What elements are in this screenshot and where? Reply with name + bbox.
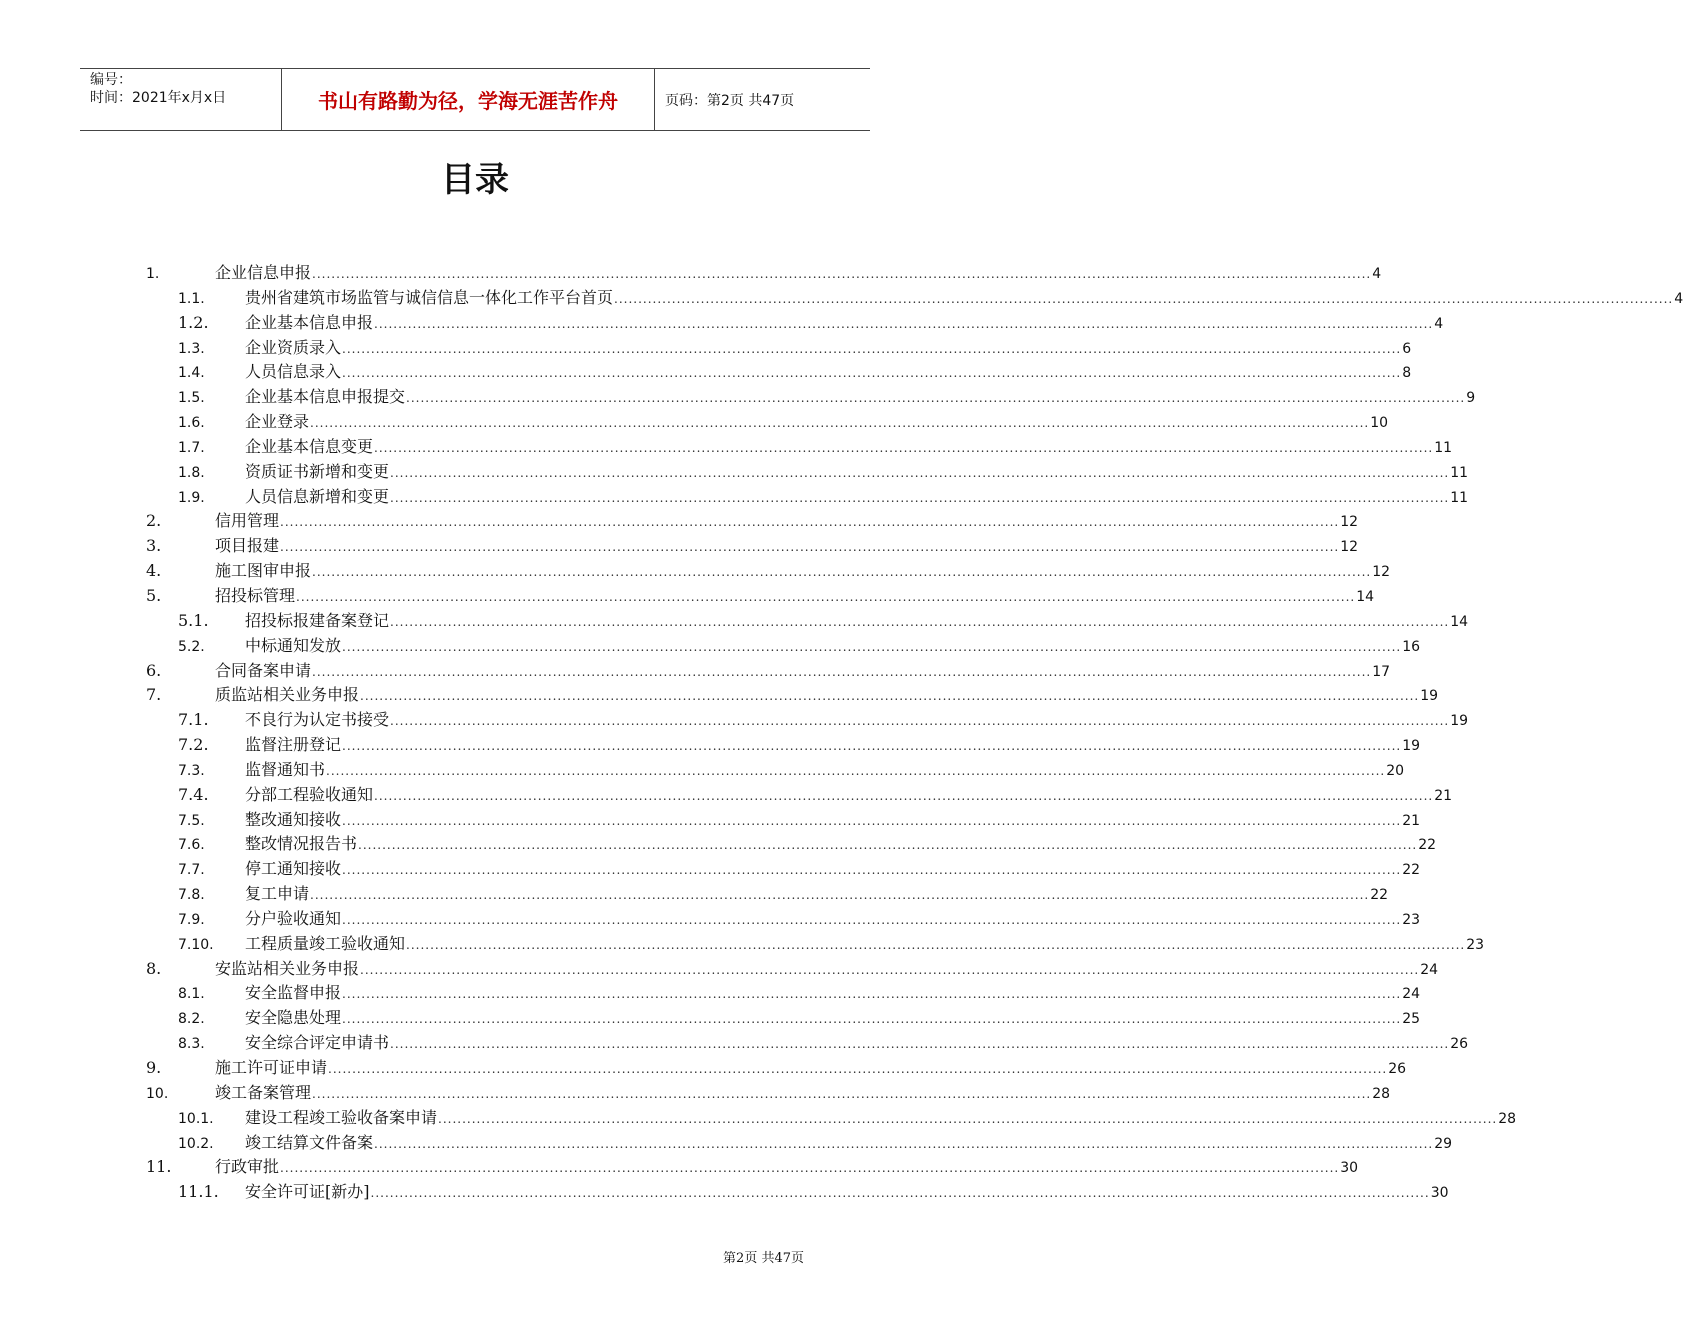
- toc-entry[interactable]: [143, 508, 1359, 533]
- toc-entry[interactable]: [143, 881, 1389, 906]
- toc-entry-page: 25: [1402, 1011, 1421, 1028]
- header-meta: [80, 69, 282, 130]
- toc-entry-title: 招投标管理: [215, 585, 296, 605]
- toc-entry-page: 4: [1434, 315, 1444, 332]
- toc-entry-page: 4: [1372, 266, 1382, 282]
- time-label: 时间：2021年x月x日: [90, 90, 227, 106]
- toc-entry-page: 24: [1420, 961, 1439, 978]
- toc-entry-title: 建设工程竣工验收备案申请: [245, 1107, 438, 1127]
- header-page-info: 页码：第2页 共47页: [665, 92, 795, 109]
- toc-entry[interactable]: [143, 384, 1476, 409]
- toc-entry-title: 企业资质录入: [245, 337, 342, 357]
- toc-dot-leader: ............................................................................................................................................................................................................................: [360, 689, 1420, 704]
- toc-entry-title: 安监站相关业务申报: [215, 958, 360, 978]
- toc-entry-number: 1.1.: [178, 290, 205, 307]
- toc-entry-title: 停工通知接收: [245, 859, 342, 879]
- toc-dot-leader: ............................................................................................................................................................................................................................: [358, 838, 1418, 853]
- toc-dot-leader: ............................................................................................................................................................................................................................: [390, 714, 1450, 729]
- toc-entry-title: 复工申请: [245, 884, 310, 904]
- toc-entry-title: 监督注册登记: [245, 735, 342, 755]
- toc-entry-page: 19: [1450, 713, 1469, 730]
- toc-entry[interactable]: [143, 1080, 1391, 1105]
- toc-entry-title: 安全监督申报: [245, 983, 342, 1003]
- toc-entry-title: 安全隐患处理: [245, 1008, 342, 1028]
- toc-entry[interactable]: [143, 732, 1421, 757]
- toc-entry-title: 监督通知书: [245, 759, 326, 779]
- toc-entry-title: 整改情况报告书: [245, 834, 358, 854]
- toc-entry[interactable]: [143, 1130, 1453, 1155]
- toc-entry-title: 企业基本信息申报提交: [245, 387, 406, 407]
- toc-entry[interactable]: [143, 285, 1683, 310]
- toc-dot-leader: ............................................................................................................................................................................................................................: [328, 1062, 1388, 1076]
- toc-entry[interactable]: [143, 260, 1382, 285]
- toc-entry-number: 8.3.: [178, 1036, 205, 1053]
- toc-dot-leader: ............................................................................................................................................................................................................................: [342, 987, 1402, 1002]
- toc-entry-title: 贵州省建筑市场监管与诚信信息一体化工作平台首页: [245, 287, 614, 307]
- toc-entry-page: 17: [1372, 663, 1391, 680]
- table-of-contents: [143, 260, 1683, 1204]
- toc-entry-title: 人员信息录入: [245, 362, 342, 382]
- toc-entry-number: 7.: [146, 685, 162, 705]
- toc-entry-page: 8: [1402, 365, 1412, 382]
- toc-entry-page: 21: [1434, 787, 1453, 804]
- toc-dot-leader: ............................................................................................................................................................................................................................: [614, 291, 1674, 306]
- toc-entry-page: 6: [1402, 340, 1412, 357]
- toc-entry[interactable]: [143, 831, 1437, 856]
- toc-entry-title: 分户验收通知: [245, 908, 342, 928]
- toc-dot-leader: ............................................................................................................................................................................................................................: [312, 664, 1372, 679]
- toc-entry-page: 20: [1386, 762, 1405, 779]
- toc-entry[interactable]: [143, 583, 1375, 608]
- toc-entry-number: 11.1.: [178, 1182, 219, 1202]
- toc-dot-leader: ............................................................................................................................................................................................................................: [310, 416, 1370, 431]
- toc-entry-number: 10.1.: [178, 1110, 214, 1127]
- toc-dot-leader: ............................................................................................................................................................................................................................: [406, 391, 1466, 406]
- toc-entry-title: 不良行为认定书接受: [245, 710, 390, 730]
- toc-dot-leader: ............................................................................................................................................................................................................................: [390, 490, 1450, 505]
- toc-dot-leader: ............................................................................................................................................................................................................................: [374, 440, 1434, 455]
- toc-entry-page: 30: [1430, 1185, 1449, 1202]
- toc-entry-title: 企业基本信息申报: [245, 312, 374, 332]
- toc-entry-page: 21: [1402, 812, 1421, 829]
- toc-entry-number: 7.8.: [178, 887, 205, 904]
- toc-entry-title: 安全许可证[新办]: [245, 1182, 370, 1202]
- toc-entry-title: 企业基本信息变更: [245, 436, 374, 456]
- toc-entry-number: 1.2.: [178, 312, 209, 332]
- toc-entry-page: 23: [1402, 911, 1421, 928]
- toc-entry[interactable]: [143, 558, 1391, 583]
- toc-entry-number: 1.: [146, 266, 160, 282]
- toc-entry-title: 信用管理: [215, 511, 280, 531]
- toc-entry-number: 8.1.: [178, 986, 205, 1003]
- toc-dot-leader: ............................................................................................................................................................................................................................: [342, 639, 1402, 654]
- toc-entry[interactable]: [143, 633, 1421, 658]
- toc-entry[interactable]: [143, 359, 1412, 384]
- code-label: 编号：: [90, 72, 132, 88]
- toc-dot-leader: ............................................................................................................................................................................................................................: [390, 465, 1450, 480]
- toc-entry[interactable]: [143, 1005, 1421, 1030]
- toc-entry-page: 26: [1450, 1036, 1469, 1053]
- toc-entry-page: 10: [1370, 415, 1389, 432]
- toc-entry[interactable]: [143, 484, 1469, 509]
- toc-entry-title: 竣工结算文件备案: [245, 1132, 374, 1152]
- toc-entry-number: 1.5.: [178, 390, 205, 407]
- toc-entry-title: 行政审批: [215, 1157, 280, 1177]
- toc-dot-leader: ............................................................................................................................................................................................................................: [342, 912, 1402, 927]
- toc-dot-leader: ............................................................................................................................................................................................................................: [342, 739, 1402, 754]
- toc-entry-page: 28: [1498, 1110, 1517, 1127]
- toc-entry-number: 1.3.: [178, 340, 205, 357]
- toc-dot-leader: ............................................................................................................................................................................................................................: [342, 1012, 1402, 1027]
- toc-entry-number: 7.4.: [178, 784, 209, 804]
- toc-entry-number: 10.: [146, 1085, 169, 1102]
- toc-entry-number: 7.10.: [178, 936, 214, 953]
- toc-entry-title: 整改通知接收: [245, 809, 342, 829]
- toc-entry-page: 9: [1466, 390, 1476, 407]
- toc-entry[interactable]: [143, 1055, 1407, 1080]
- toc-entry[interactable]: [143, 782, 1453, 807]
- page-header: [80, 68, 870, 131]
- toc-dot-leader: ............................................................................................................................................................................................................................: [342, 813, 1402, 828]
- toc-entry-title: 项目报建: [215, 536, 280, 556]
- toc-entry-number: 7.3.: [178, 762, 205, 779]
- toc-entry[interactable]: [143, 409, 1389, 434]
- toc-dot-leader: ............................................................................................................................................................................................................................: [370, 1186, 1430, 1201]
- toc-entry-page: 11: [1450, 464, 1469, 481]
- toc-entry[interactable]: [143, 807, 1421, 832]
- toc-dot-leader: ............................................................................................................................................................................................................................: [310, 888, 1370, 903]
- toc-entry-title: 企业登录: [245, 412, 310, 432]
- toc-entry-number: 7.1.: [178, 710, 209, 730]
- toc-entry[interactable]: [143, 856, 1421, 881]
- toc-entry[interactable]: [143, 1105, 1517, 1130]
- toc-dot-leader: ............................................................................................................................................................................................................................: [280, 1161, 1340, 1176]
- toc-entry-number: 7.5.: [178, 812, 205, 829]
- toc-dot-leader: ............................................................................................................................................................................................................................: [312, 267, 1372, 281]
- toc-entry-title: 工程质量竣工验收通知: [245, 933, 406, 953]
- toc-entry-page: 11: [1450, 489, 1469, 506]
- toc-entry-title: 施工图审申报: [215, 561, 312, 581]
- toc-entry-title: 人员信息新增和变更: [245, 486, 390, 506]
- toc-entry[interactable]: [143, 956, 1439, 981]
- toc-entry[interactable]: [143, 1179, 1449, 1204]
- toc-entry[interactable]: [143, 459, 1469, 484]
- header-motto: 书山有路勤为径，学海无涯苦作舟: [282, 69, 655, 130]
- toc-entry[interactable]: [143, 980, 1421, 1005]
- toc-entry-page: 19: [1420, 688, 1439, 705]
- toc-entry-number: 7.7.: [178, 862, 205, 879]
- toc-entry[interactable]: [143, 682, 1439, 707]
- toc-entry-number: 5.: [146, 585, 162, 605]
- toc-entry-number: 1.8.: [178, 464, 205, 481]
- toc-entry-page: 29: [1434, 1135, 1453, 1152]
- toc-entry-title: 竣工备案管理: [215, 1082, 312, 1102]
- toc-entry-number: 2.: [146, 511, 162, 531]
- toc-entry-page: 30: [1340, 1160, 1359, 1177]
- toc-entry-number: 9.: [146, 1058, 162, 1077]
- toc-entry-title: 企业信息申报: [215, 263, 312, 282]
- toc-entry-number: 5.1.: [178, 610, 209, 630]
- toc-dot-leader: ............................................................................................................................................................................................................................: [342, 863, 1402, 878]
- toc-dot-leader: ............................................................................................................................................................................................................................: [326, 763, 1386, 778]
- toc-entry-title: 招投标报建备案登记: [245, 610, 390, 630]
- toc-entry-number: 6.: [146, 660, 162, 680]
- toc-dot-leader: ............................................................................................................................................................................................................................: [296, 589, 1356, 604]
- toc-entry-page: 11: [1434, 439, 1453, 456]
- toc-entry-number: 7.9.: [178, 911, 205, 928]
- toc-dot-leader: ............................................................................................................................................................................................................................: [312, 565, 1372, 580]
- toc-entry-page: 16: [1402, 638, 1421, 655]
- toc-entry-title: 资质证书新增和变更: [245, 461, 390, 481]
- toc-dot-leader: ............................................................................................................................................................................................................................: [374, 316, 1434, 331]
- toc-dot-leader: ............................................................................................................................................................................................................................: [342, 341, 1402, 356]
- toc-dot-leader: ............................................................................................................................................................................................................................: [342, 366, 1402, 381]
- toc-dot-leader: ............................................................................................................................................................................................................................: [312, 1086, 1372, 1101]
- toc-entry[interactable]: [143, 1154, 1359, 1179]
- toc-entry-number: 1.9.: [178, 489, 205, 506]
- toc-entry-page: 28: [1372, 1085, 1391, 1102]
- toc-dot-leader: ............................................................................................................................................................................................................................: [374, 1136, 1434, 1151]
- toc-entry-number: 8.2.: [178, 1011, 205, 1028]
- page-footer: 第2页 共47页: [723, 1251, 804, 1266]
- toc-entry-title: 安全综合评定申请书: [245, 1033, 390, 1053]
- toc-dot-leader: ............................................................................................................................................................................................................................: [390, 614, 1450, 629]
- toc-entry[interactable]: [143, 658, 1391, 683]
- toc-entry-title: 合同备案申请: [215, 660, 312, 680]
- toc-entry-number: 7.2.: [178, 735, 209, 755]
- toc-entry-page: 24: [1402, 986, 1421, 1003]
- toc-entry-page: 26: [1388, 1061, 1407, 1077]
- toc-entry-number: 5.2.: [178, 638, 205, 655]
- toc-entry-number: 4.: [146, 561, 162, 581]
- toc-entry-page: 12: [1340, 539, 1359, 556]
- toc-entry-number: 10.2.: [178, 1135, 214, 1152]
- toc-entry-page: 12: [1340, 514, 1359, 531]
- toc-dot-leader: ............................................................................................................................................................................................................................: [390, 1037, 1450, 1052]
- toc-dot-leader: ............................................................................................................................................................................................................................: [438, 1111, 1498, 1126]
- toc-entry-number: 1.6.: [178, 415, 205, 432]
- toc-entry[interactable]: [143, 310, 1444, 335]
- toc-entry-title: 中标通知发放: [245, 635, 342, 655]
- toc-entry[interactable]: [143, 1030, 1469, 1055]
- toc-entry[interactable]: [143, 335, 1412, 360]
- toc-entry-page: 4: [1674, 290, 1683, 307]
- toc-entry-number: 1.7.: [178, 439, 205, 456]
- toc-entry-page: 12: [1372, 564, 1391, 581]
- toc-entry[interactable]: [143, 707, 1469, 732]
- toc-entry-page: 22: [1370, 887, 1389, 904]
- toc-dot-leader: ............................................................................................................................................................................................................................: [280, 515, 1340, 530]
- toc-dot-leader: ............................................................................................................................................................................................................................: [374, 788, 1434, 803]
- toc-dot-leader: ............................................................................................................................................................................................................................: [280, 540, 1340, 555]
- page-title: 目录: [441, 160, 509, 200]
- toc-dot-leader: ............................................................................................................................................................................................................................: [360, 962, 1420, 977]
- toc-entry[interactable]: [143, 757, 1405, 782]
- toc-entry-number: 1.4.: [178, 365, 205, 382]
- toc-entry-number: 3.: [146, 536, 162, 556]
- toc-entry-number: 7.6.: [178, 837, 205, 854]
- toc-entry[interactable]: [143, 931, 1485, 956]
- toc-entry[interactable]: [143, 533, 1359, 558]
- toc-entry[interactable]: [143, 434, 1453, 459]
- toc-entry-page: 19: [1402, 738, 1421, 755]
- toc-entry-page: 22: [1418, 837, 1437, 854]
- toc-entry-page: 22: [1402, 862, 1421, 879]
- toc-entry[interactable]: [143, 608, 1469, 633]
- toc-entry-number: 11.: [146, 1157, 172, 1177]
- toc-dot-leader: ............................................................................................................................................................................................................................: [406, 937, 1466, 952]
- toc-entry-title: 分部工程验收通知: [245, 784, 374, 804]
- toc-entry[interactable]: [143, 906, 1421, 931]
- toc-entry-page: 14: [1450, 613, 1469, 630]
- toc-entry-title: 质监站相关业务申报: [215, 685, 360, 705]
- toc-entry-number: 8.: [146, 958, 162, 978]
- toc-entry-title: 施工许可证申请: [215, 1058, 328, 1077]
- toc-entry-page: 14: [1356, 588, 1375, 605]
- toc-entry-page: 23: [1466, 936, 1485, 953]
